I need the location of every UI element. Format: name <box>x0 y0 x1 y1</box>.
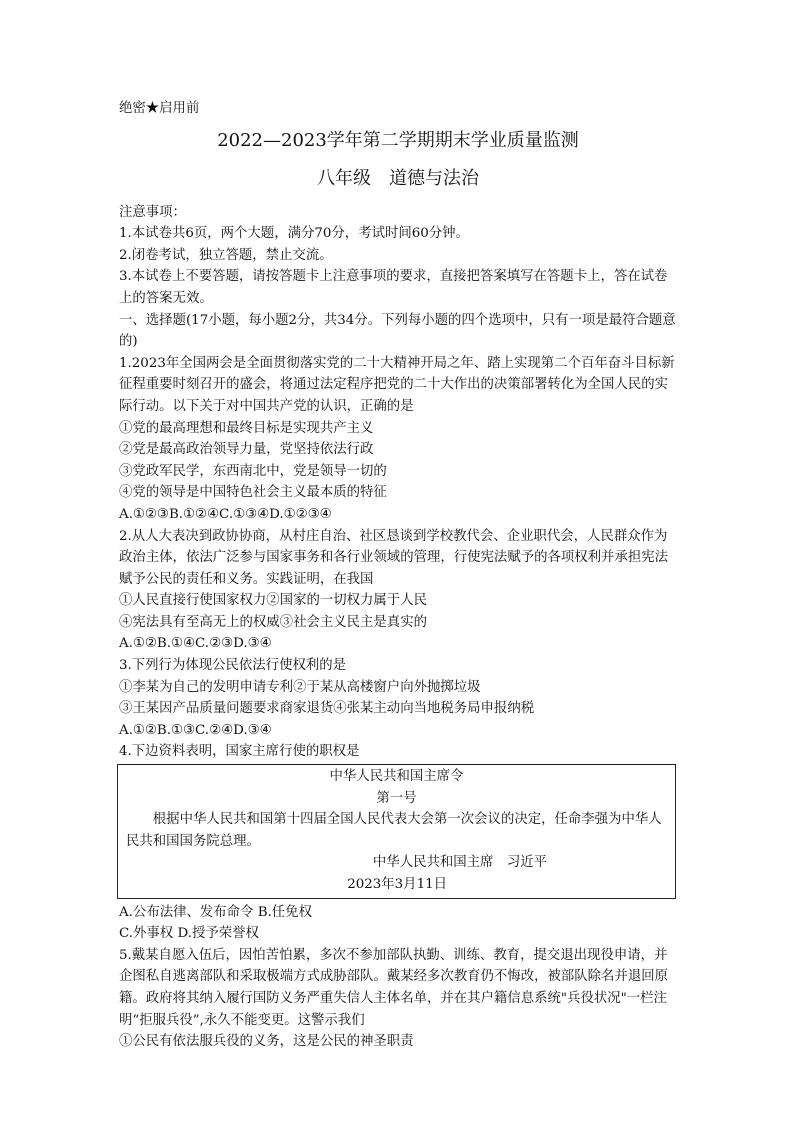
option-statement: ③党政军民学，东西南北中，党是领导一切的 <box>119 463 387 479</box>
notes-heading: 注意事项： <box>119 204 186 220</box>
decree-body: 根据中华人民共和国第十四届全国人民代表大会第一次会议的决定，任命李强为中华人民共和国国务院总理。 <box>126 812 662 849</box>
section-heading: 一、选择题(17小题，每小题2分，共34分。下列每小题的四个选项中，只有一项是最符合题意的) <box>119 312 676 350</box>
decree-box <box>117 764 676 899</box>
question-2 <box>119 526 677 656</box>
note-item: 3.本试卷上不要答题，请按答题卡上注意事项的要求，直接把答案填写在答题卡上，答在试卷上的答案无效。 <box>119 269 668 306</box>
question-stem: 3.下列行为体现公民依法行使权利的是 <box>119 658 347 674</box>
option-statement: ④宪法具有至高无上的权威③社会主义民主是真实的 <box>119 614 427 630</box>
question-stem: 1.2023年全国两会是全面贯彻落实党的二十大精神开局之年、踏上实现第二个百年奋斗目标新征程重要时刻召开的盛会，将通过法定程序把党的二十大作出的决策部署转化为全国人民的实际行动。以下关于对中国共产党的认识，正确的是 <box>119 355 675 414</box>
decree-date: 2023年3月11日 <box>347 877 447 892</box>
exam-title: 2022—2023学年第二学期期末学业质量监测 <box>217 129 579 151</box>
note-item: 2.闭卷考试，独立答题，禁止交流。 <box>119 247 333 263</box>
question-4 <box>119 741 677 944</box>
answer-choices: A.①②B.①③C.②④D.③④ <box>119 722 272 738</box>
answer-choices: A.①②③B.①②④C.①③④D.①②③④ <box>119 506 332 522</box>
answer-choices: C.外事权 D.授予荣誉权 <box>119 926 259 942</box>
question-stem: 4.下边资料表明，国家主席行使的职权是 <box>119 744 360 760</box>
answer-choices: A.①②B.①④C.②③D.③④ <box>119 636 272 652</box>
question-stem: 5.戴某自愿入伍后，因怕苦怕累，多次不参加部队执勤、训练、教育，提交退出现役申请，并企图私自逃离部队和采取极端方式成胁部队。戴某经多次教育仍不悔改，被部队除名并退回原籍。政府将其纳入履行国防义务严重失信人主体名单，并在其户籍信息系统"兵役状况"一栏注明“拒服兵役”,永久不能变更。这警示我们 <box>119 947 669 1028</box>
option-statement: ③王某因产品质量问题要求商家退货④张某主动向当地税务局申报纳税 <box>119 701 535 717</box>
question-1 <box>119 353 677 526</box>
option-statement: ①公民有依法服兵役的义务，这是公民的神圣职责 <box>119 1034 414 1050</box>
option-statement: ④党的领导是中国特色社会主义最本质的特征 <box>119 485 387 501</box>
question-5 <box>119 945 677 1053</box>
answer-choices: A.公布法律、发布命令 B.任免权 <box>119 904 312 920</box>
option-statement: ②党是最高政治领导力量，党坚持依法行政 <box>119 442 374 458</box>
decree-title: 中华人民共和国主席令 <box>329 769 464 785</box>
page-content <box>119 98 677 1053</box>
note-item: 1.本试卷共6页，两个大题，满分70分，考试时间60分钟。 <box>119 226 469 242</box>
option-statement: ①人民直接行使国家权力②国家的一切权力属于人民 <box>119 593 427 609</box>
notes-section <box>119 202 677 310</box>
decree-signature: 中华人民共和国主席 习近平 <box>372 855 547 871</box>
question-stem: 2.从人大表决到政协协商，从村庄自治、社区恳谈到学校教代会、企业职代会，人民群众作为政治主体，依法广泛参与国家事务和各行业领域的管理，行使宪法赋予的各项权利并承担宪法赋予公民的责任和义务。实践证明，在我国 <box>119 528 669 587</box>
option-statement: ①李某为自己的发明申请专利②于某从高楼窗户向外抛掷垃圾 <box>119 679 481 695</box>
decree-number: 第一号 <box>376 790 417 806</box>
question-3 <box>119 655 677 741</box>
option-statement: ①党的最高理想和最终目标是实现共产主义 <box>119 420 374 436</box>
exam-subtitle: 八年级 道德与法治 <box>317 167 479 189</box>
secret-label: 绝密★启用前 <box>119 101 200 116</box>
